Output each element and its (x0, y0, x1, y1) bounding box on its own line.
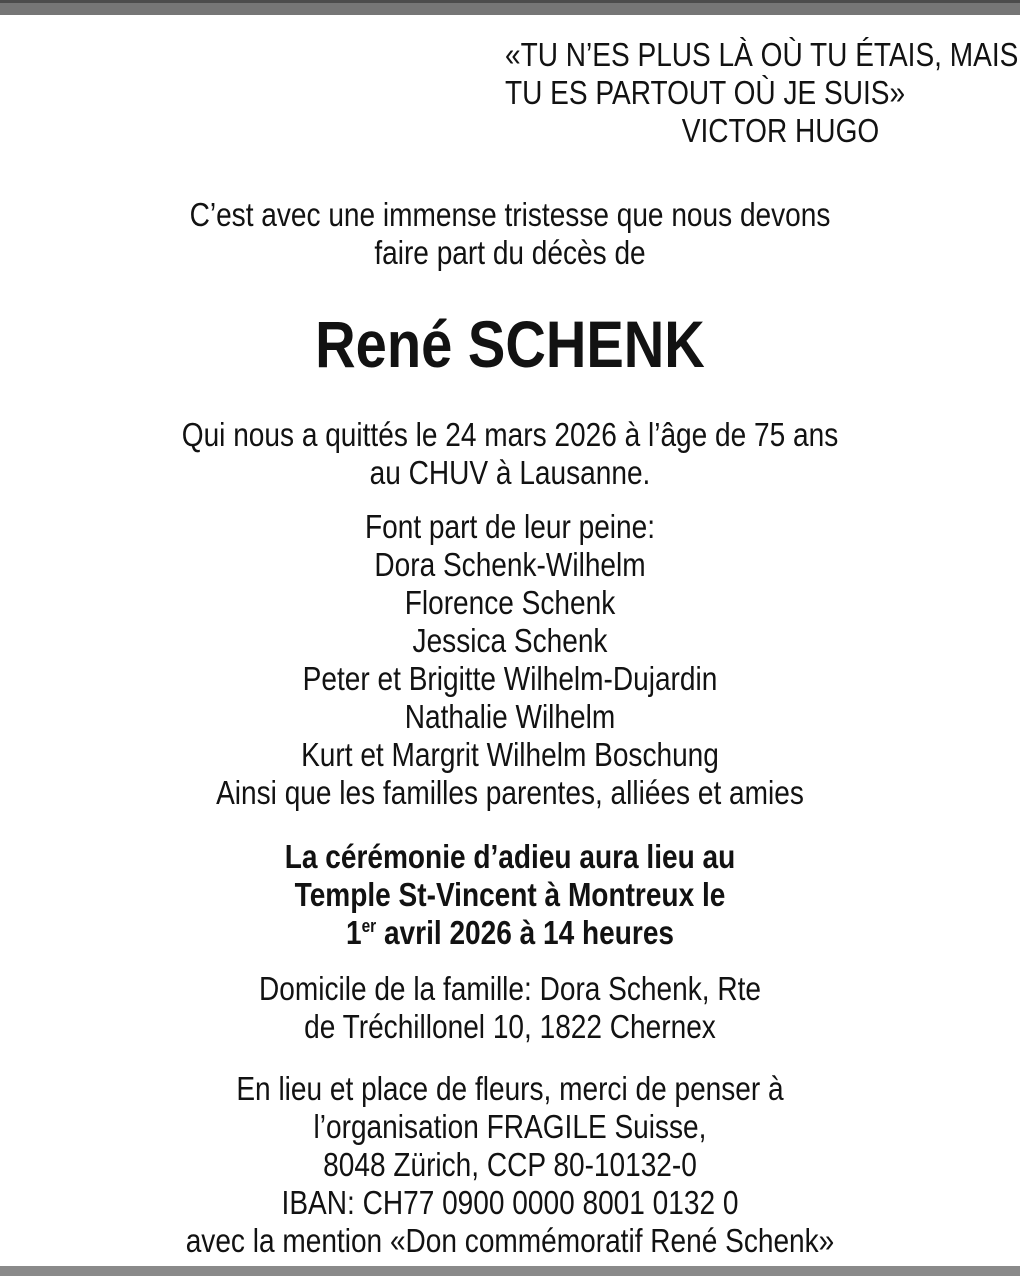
family-paragraph (77, 508, 944, 812)
donation-line-3: 8048 Zürich, CCP 80-10132-0 (323, 1146, 697, 1183)
ceremony-line-2: Temple St-Vincent à Montreux le (294, 876, 726, 913)
family-member: Dora Schenk-Wilhelm (374, 546, 646, 583)
intro-line-2: faire part du décès de (374, 234, 646, 271)
ceremony-date-line (77, 914, 944, 952)
ceremony-date-number: 1 (345, 914, 362, 951)
family-member: Kurt et Margrit Wilhelm Boschung (301, 736, 719, 773)
ceremony-paragraph (77, 838, 944, 952)
deceased-name: René SCHENK (315, 307, 705, 381)
donation-paragraph (77, 1070, 944, 1260)
quote-line-2: TU ES PARTOUT OÙ JE SUIS» (505, 74, 906, 111)
donation-line-2: l’organisation FRAGILE Suisse, (313, 1108, 707, 1145)
family-closing: Ainsi que les familles parentes, alliées et amies (216, 774, 804, 811)
family-member: Jessica Schenk (412, 622, 608, 659)
intro-paragraph (77, 196, 944, 272)
family-member: Peter et Brigitte Wilhelm-Dujardin (302, 660, 718, 697)
ceremony-date-ordinal: er (361, 916, 377, 936)
family-heading: Font part de leur peine: (364, 508, 656, 545)
family-member: Florence Schenk (404, 584, 616, 621)
death-line-2: au CHUV à Lausanne. (369, 454, 651, 491)
residence-line-1: Domicile de la famille: Dora Schenk, Rte (258, 970, 761, 1007)
quote-author: VICTOR HUGO (681, 112, 880, 149)
bottom-divider (0, 1266, 1020, 1276)
death-line-1: Qui nous a quittés le 24 mars 2026 à l’âge de 75 ans (181, 416, 839, 453)
donation-line-5: avec la mention «Don commémoratif René Schenk» (185, 1222, 835, 1259)
ceremony-date-rest: avril 2026 à 14 heures (376, 914, 675, 951)
death-paragraph (77, 416, 944, 492)
donation-line-1: En lieu et place de fleurs, merci de penser à (236, 1070, 784, 1107)
residence-paragraph (77, 970, 944, 1046)
quote-line-1: «TU N’ES PLUS LÀ OÙ TU ÉTAIS, MAIS (505, 36, 1019, 73)
donation-line-4: IBAN: CH77 0900 0000 8001 0132 0 (281, 1184, 739, 1221)
residence-line-2: de Tréchillonel 10, 1822 Chernex (304, 1008, 716, 1045)
intro-line-1: C’est avec une immense tristesse que nous devons (189, 196, 831, 233)
family-member: Nathalie Wilhelm (404, 698, 616, 735)
ceremony-line-1: La cérémonie d’adieu aura lieu au (284, 838, 736, 875)
